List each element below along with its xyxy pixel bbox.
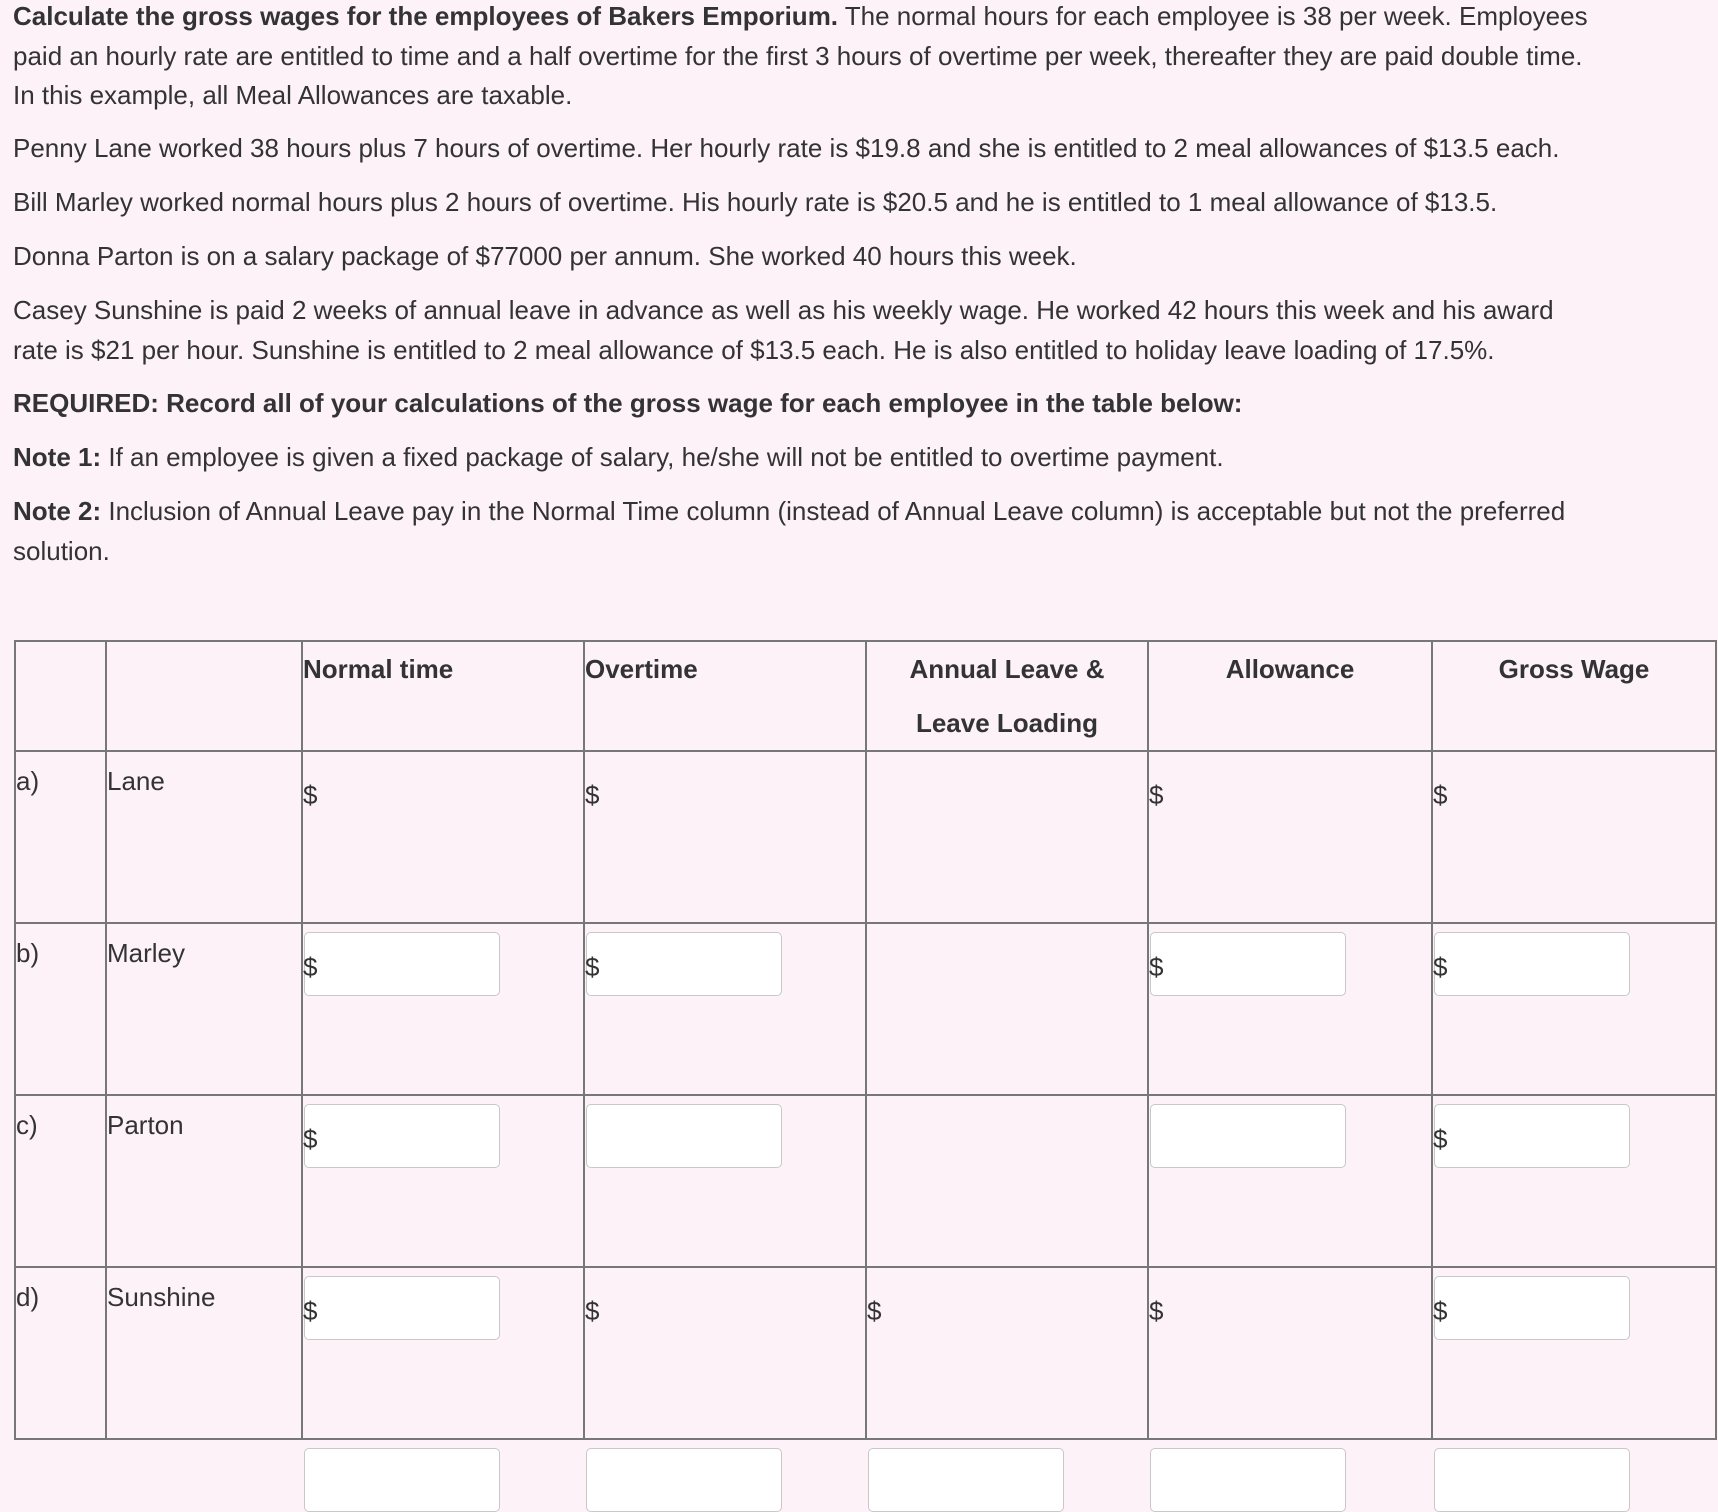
marley-annual-leave-cell bbox=[866, 923, 1148, 1095]
row-name: Marley bbox=[106, 923, 302, 1095]
lane-allowance-cell bbox=[1148, 751, 1432, 923]
sunshine-normal-time-input[interactable] bbox=[304, 1448, 500, 1512]
dollar-sign: $ bbox=[303, 780, 318, 810]
note-2-line-1 bbox=[13, 491, 1713, 531]
note-1-label: Note 1: bbox=[13, 442, 102, 472]
dollar-sign: $ bbox=[1149, 780, 1164, 810]
dollar-sign: $ bbox=[585, 1296, 600, 1326]
question-parton: Donna Parton is on a salary package of $77000 per annum. She worked 40 hours this week. bbox=[13, 241, 1077, 271]
question-intro-line-3: In this example, all Meal Allowances are taxable. bbox=[13, 80, 573, 110]
dollar-sign: $ bbox=[1149, 952, 1164, 982]
sunshine-gross-wage-input[interactable] bbox=[1434, 1448, 1630, 1512]
header-annual-leave bbox=[866, 641, 1148, 751]
note-2-text: Inclusion of Annual Leave pay in the Normal Time column (instead of Annual Leave column) is acceptable but not the preferred bbox=[101, 496, 1566, 526]
marley-gross-wage-cell bbox=[1432, 923, 1716, 1095]
header-normal-time: Normal time bbox=[302, 641, 584, 751]
parton-annual-leave-cell bbox=[866, 1095, 1148, 1267]
lane-gross-wage-cell bbox=[1432, 751, 1716, 923]
header-letter-blank bbox=[15, 641, 106, 751]
dollar-sign: $ bbox=[303, 1124, 318, 1154]
note-2-line-2: solution. bbox=[13, 536, 110, 566]
table-header-row bbox=[15, 641, 1716, 751]
row-name: Parton bbox=[106, 1095, 302, 1267]
sunshine-normal-time-cell bbox=[302, 1267, 584, 1439]
parton-gross-wage-cell bbox=[1432, 1095, 1716, 1267]
header-overtime: Overtime bbox=[584, 641, 866, 751]
question-intro-bold: Calculate the gross wages for the employees of Bakers Emporium. bbox=[13, 1, 839, 31]
sunshine-annual-leave-cell bbox=[866, 1267, 1148, 1439]
sunshine-gross-wage-cell bbox=[1432, 1267, 1716, 1439]
parton-normal-time-cell bbox=[302, 1095, 584, 1267]
dollar-sign: $ bbox=[1433, 1124, 1448, 1154]
header-name-blank bbox=[106, 641, 302, 751]
sunshine-allowance-input[interactable] bbox=[1150, 1448, 1346, 1512]
marley-normal-time-cell bbox=[302, 923, 584, 1095]
dollar-sign: $ bbox=[585, 780, 600, 810]
question-intro-line-2: paid an hourly rate are entitled to time and a half overtime for the first 3 hours of overtime per week, thereafter they are paid double time. bbox=[13, 41, 1583, 71]
table-row-marley bbox=[15, 923, 1716, 1095]
required-text: REQUIRED: Record all of your calculations of the gross wage for each employee in the table below: bbox=[13, 388, 1243, 418]
dollar-sign: $ bbox=[1149, 1296, 1164, 1326]
dollar-sign: $ bbox=[1433, 952, 1448, 982]
gross-wage-table bbox=[14, 640, 1717, 1440]
row-letter: c) bbox=[15, 1095, 106, 1267]
marley-allowance-cell bbox=[1148, 923, 1432, 1095]
row-name: Sunshine bbox=[106, 1267, 302, 1439]
marley-overtime-cell bbox=[584, 923, 866, 1095]
note-1-text: If an employee is given a fixed package of salary, he/she will not be entitled to overtime payment. bbox=[101, 442, 1224, 472]
dollar-sign: $ bbox=[1433, 780, 1448, 810]
sunshine-allowance-cell bbox=[1148, 1267, 1432, 1439]
row-name: Lane bbox=[106, 751, 302, 923]
question-sunshine-line-2: rate is $21 per hour. Sunshine is entitled to 2 meal allowance of $13.5 each. He is also entitled to holiday leave loading of 17.5%. bbox=[13, 335, 1495, 365]
lane-annual-leave-cell bbox=[866, 751, 1148, 923]
sunshine-overtime-input[interactable] bbox=[586, 1448, 782, 1512]
lane-normal-time-cell bbox=[302, 751, 584, 923]
row-letter: b) bbox=[15, 923, 106, 1095]
table-row-sunshine bbox=[15, 1267, 1716, 1439]
lane-overtime-cell bbox=[584, 751, 866, 923]
parton-overtime-cell bbox=[584, 1095, 866, 1267]
row-letter: a) bbox=[15, 751, 106, 923]
question-intro-line-1 bbox=[13, 0, 1713, 36]
note-2-label: Note 2: bbox=[13, 496, 102, 526]
sunshine-overtime-cell bbox=[584, 1267, 866, 1439]
dollar-sign: $ bbox=[303, 952, 318, 982]
dollar-sign: $ bbox=[1433, 1296, 1448, 1326]
parton-allowance-cell bbox=[1148, 1095, 1432, 1267]
header-gross-wage: Gross Wage bbox=[1432, 641, 1716, 751]
required-instruction bbox=[13, 383, 1713, 423]
dollar-sign: $ bbox=[585, 952, 600, 982]
header-annual-leave-line-2: Leave Loading bbox=[915, 708, 1099, 738]
header-allowance: Allowance bbox=[1148, 641, 1432, 751]
note-1 bbox=[13, 437, 1713, 477]
question-marley: Bill Marley worked normal hours plus 2 hours of overtime. His hourly rate is $20.5 and he is entitled to 1 meal allowance of $13.5. bbox=[13, 187, 1498, 217]
table-row-parton bbox=[15, 1095, 1716, 1267]
question-lane: Penny Lane worked 38 hours plus 7 hours of overtime. Her hourly rate is $19.8 and she is entitled to 2 meal allowances of $13.5 each. bbox=[13, 133, 1560, 163]
row-letter: d) bbox=[15, 1267, 106, 1439]
question-intro-text: The normal hours for each employee is 38 per week. Employees bbox=[838, 1, 1588, 31]
table-row-lane bbox=[15, 751, 1716, 923]
dollar-sign: $ bbox=[303, 1296, 318, 1326]
header-annual-leave-line-1: Annual Leave & bbox=[909, 654, 1105, 684]
sunshine-annual-leave-input[interactable] bbox=[868, 1448, 1064, 1512]
question-sunshine-line-1: Casey Sunshine is paid 2 weeks of annual leave in advance as well as his weekly wage. He worked 42 hours this week and his award bbox=[13, 295, 1554, 325]
dollar-sign: $ bbox=[867, 1296, 882, 1326]
